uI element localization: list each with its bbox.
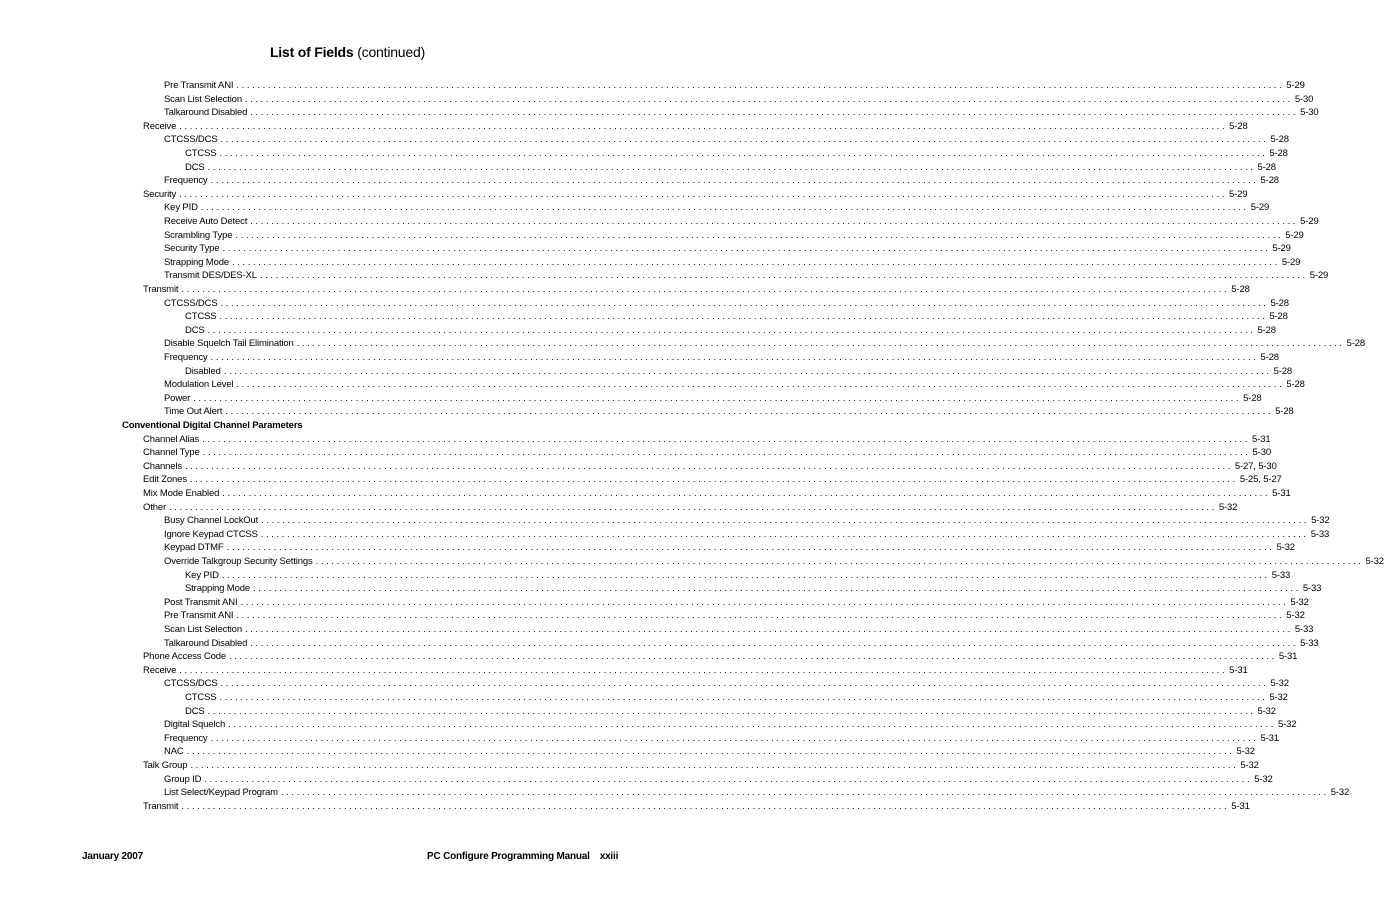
page-title (0, 44, 695, 60)
dot-leader: ........................................................................................................................................................................................................ (220, 134, 1269, 146)
page-reference: 5-28 (1243, 392, 1262, 404)
dot-leader: ........................................................................................................................................................................................................ (240, 596, 1289, 608)
field-entry (164, 256, 1301, 269)
page-reference: 5-29 (1272, 243, 1291, 255)
field-label: Disable Squelch Tail Elimination (164, 338, 294, 350)
field-entry (185, 691, 1288, 704)
dot-leader: ........................................................................................................................................................................................................ (202, 433, 1251, 445)
field-entry (164, 555, 1384, 568)
field-label: Receive (143, 664, 177, 676)
field-entry (164, 215, 1319, 228)
field-entry (143, 501, 1238, 514)
field-label: Transmit DES/DES-XL (164, 270, 257, 282)
page-reference: 5-28 (1286, 379, 1305, 391)
field-label: Channels (143, 460, 182, 472)
footer-page-number: xxiii (599, 851, 619, 862)
field-label: Time Out Alert (164, 406, 223, 418)
field-entry (164, 79, 1305, 92)
field-entry (164, 174, 1279, 187)
field-label: Disabled (185, 365, 221, 377)
field-label: Scan List Selection (164, 93, 242, 105)
dot-leader: ........................................................................................................................................................................................................ (221, 569, 1270, 581)
page-reference: 5-32 (1236, 746, 1255, 758)
dot-leader: ........................................................................................................................................................................................................ (181, 284, 1230, 295)
page-reference: 5-29 (1281, 256, 1301, 268)
field-label: Scan List Selection (164, 624, 242, 635)
field-entry (164, 637, 1319, 650)
field-entry (164, 677, 1289, 690)
dot-leader: ........................................................................................................................................................................................................ (296, 338, 1345, 350)
field-label: Talk Group (143, 760, 188, 771)
field-entry (185, 582, 1322, 595)
page-reference: 5-32 (1257, 705, 1276, 717)
field-entry (143, 433, 1271, 446)
footer-manual (427, 851, 618, 862)
field-label: CTCSS/DCS (164, 297, 218, 309)
field-label: Channel Alias (143, 433, 200, 445)
page-reference: 5-32 (1276, 542, 1295, 554)
field-label: Modulation Level (164, 379, 234, 391)
page-reference: 5-33 (1310, 528, 1330, 540)
field-entry (164, 528, 1330, 541)
dot-leader: ........................................................................................................................................................................................................ (252, 583, 1301, 595)
page-reference: 5-32 (1286, 610, 1305, 622)
field-entry (164, 609, 1305, 622)
page-reference: 5-28 (1275, 406, 1294, 418)
field-label: NAC (164, 746, 184, 758)
field-entry (164, 229, 1304, 242)
dot-leader: ........................................................................................................................................................................................................ (231, 256, 1280, 268)
dot-leader: ........................................................................................................................................................................................................ (210, 352, 1259, 363)
page-reference: 5-28 (1257, 161, 1276, 173)
field-label: Pre Transmit ANI (164, 610, 234, 622)
dot-leader: ........................................................................................................................................................................................................ (219, 311, 1268, 323)
dot-leader: ........................................................................................................................................................................................................ (222, 243, 1271, 255)
page-reference: 5-29 (1285, 229, 1304, 241)
field-label: Group ID (164, 773, 202, 785)
field-entry (164, 93, 1314, 106)
field-entry (164, 201, 1270, 214)
dot-leader: ........................................................................................................................................................................................................ (179, 664, 1228, 676)
dot-leader: ........................................................................................................................................................................................................ (181, 800, 1230, 812)
field-entry (143, 664, 1248, 677)
field-label: Keypad DTMF (164, 542, 224, 554)
page-reference: 5-28 (1229, 120, 1248, 132)
field-label: Channel Type (143, 447, 200, 459)
field-entry (164, 351, 1279, 364)
dot-leader: ........................................................................................................................................................................................................ (220, 678, 1269, 690)
field-label: Security (143, 188, 177, 200)
field-label: Conventional Digital Channel Parameters (122, 420, 303, 431)
page-reference: 5-31 (1229, 664, 1248, 676)
page-reference: 5-32 (1218, 501, 1238, 513)
dot-leader: ........................................................................................................................................................................................................ (236, 610, 1285, 622)
dot-leader: ........................................................................................................................................................................................................ (190, 760, 1239, 771)
dot-leader: ........................................................................................................................................................................................................ (223, 365, 1272, 377)
page-reference: 5-28 (1231, 284, 1250, 295)
dot-leader: ........................................................................................................................................................................................................ (200, 202, 1249, 214)
field-label: Strapping Mode (185, 583, 250, 595)
dot-leader: ........................................................................................................................................................................................................ (220, 297, 1269, 309)
page-reference: 5-29 (1286, 80, 1305, 91)
field-label: Key PID (185, 569, 219, 581)
dot-leader: ........................................................................................................................................................................................................ (169, 501, 1217, 513)
dot-leader: ........................................................................................................................................................................................................ (179, 188, 1228, 200)
field-label: Ignore Keypad CTCSS (164, 528, 258, 540)
page-reference: 5-32 (1270, 678, 1289, 690)
field-entry (185, 161, 1276, 174)
page-reference: 5-33 (1300, 637, 1319, 649)
field-entry (185, 365, 1293, 378)
page-reference: 5-32 (1290, 596, 1309, 608)
field-label: Post Transmit ANI (164, 596, 238, 608)
field-label: Transmit (143, 800, 179, 812)
page-reference: 5-31 (1272, 488, 1291, 499)
dot-leader: ........................................................................................................................................................................................................ (179, 120, 1228, 132)
page-reference: 5-28 (1273, 365, 1293, 377)
page-reference: 5-25, 5-27 (1239, 474, 1282, 486)
field-label: Other (143, 501, 167, 513)
dot-leader: ........................................................................................................................................................................................................ (244, 624, 1293, 635)
field-entry (143, 460, 1277, 473)
field-label: Frequency (164, 732, 208, 744)
field-label: Key PID (164, 202, 198, 214)
dot-leader: ........................................................................................................................................................................................................ (210, 732, 1259, 744)
dot-leader: ........................................................................................................................................................................................................ (222, 488, 1271, 499)
field-label: Talkaround Disabled (164, 637, 248, 649)
page-reference: 5-30 (1300, 107, 1319, 119)
field-entry (143, 473, 1282, 486)
page-reference: 5-32 (1278, 719, 1297, 731)
field-label: Strapping Mode (164, 256, 229, 268)
dot-leader: ........................................................................................................................................................................................................ (260, 528, 1309, 540)
field-entry (143, 283, 1250, 296)
field-label: CTCSS (185, 148, 217, 159)
page-reference: 5-30 (1294, 93, 1314, 105)
dot-leader: ........................................................................................................................................................................................................ (226, 542, 1275, 554)
dot-leader: ........................................................................................................................................................................................................ (250, 107, 1299, 119)
field-label: Talkaround Disabled (164, 107, 248, 119)
dot-leader: ........................................................................................................................................................................................................ (219, 148, 1268, 159)
field-label: Receive Auto Detect (164, 216, 248, 227)
page-title-suffix: (continued) (353, 44, 426, 60)
dot-leader: ........................................................................................................................................................................................................ (186, 746, 1235, 758)
field-entry (164, 337, 1365, 350)
page-reference: 5-28 (1270, 134, 1289, 146)
page-reference: 5-32 (1311, 515, 1330, 527)
field-label: Pre Transmit ANI (164, 80, 234, 91)
dot-leader: ........................................................................................................................................................................................................ (219, 692, 1268, 703)
field-entry (143, 446, 1271, 459)
field-entry (164, 732, 1279, 745)
field-label: DCS (185, 705, 205, 717)
page-reference: 5-28 (1260, 175, 1279, 187)
field-label: DCS (185, 324, 205, 336)
dot-leader: ........................................................................................................................................................................................................ (207, 161, 1256, 173)
field-label: Receive (143, 120, 177, 132)
field-entry (143, 120, 1248, 133)
page-reference: 5-28 (1270, 297, 1289, 309)
page-reference: 5-32 (1269, 692, 1288, 703)
field-label: DCS (185, 161, 205, 173)
dot-leader: ........................................................................................................................................................................................................ (250, 216, 1299, 227)
field-label: CTCSS (185, 692, 217, 703)
page-reference: 5-33 (1271, 569, 1291, 581)
footer-date: January 2007 (82, 851, 143, 862)
page-reference: 5-28 (1346, 338, 1365, 350)
dot-leader: ........................................................................................................................................................................................................ (210, 175, 1259, 187)
field-label: Frequency (164, 175, 208, 187)
dot-leader: ........................................................................................................................................................................................................ (315, 556, 1364, 567)
page-reference: 5-28 (1269, 148, 1288, 159)
dot-leader: ........................................................................................................................................................................................................ (204, 773, 1253, 785)
field-label: Busy Channel LockOut (164, 515, 259, 527)
page-reference: 5-32 (1365, 556, 1384, 567)
page-reference: 5-33 (1302, 583, 1322, 595)
field-label: List Select/Keypad Program (164, 787, 278, 799)
page-reference: 5-28 (1260, 352, 1279, 363)
dot-leader: ........................................................................................................................................................................................................ (244, 93, 1293, 105)
dot-leader: ........................................................................................................................................................................................................ (235, 229, 1284, 241)
field-label: Security Type (164, 243, 220, 255)
page-reference: 5-29 (1250, 202, 1270, 214)
dot-leader: ........................................................................................................................................................................................................ (193, 392, 1242, 404)
page-reference: 5-29 (1229, 188, 1248, 200)
dot-leader: ........................................................................................................................................................................................................ (207, 705, 1256, 717)
page-reference: 5-29 (1309, 270, 1329, 282)
field-label: Edit Zones (143, 474, 187, 486)
field-entry (143, 800, 1250, 813)
field-label: Override Talkgroup Security Settings (164, 556, 313, 567)
dot-leader: ........................................................................................................................................................................................................ (259, 270, 1308, 282)
field-entry (164, 106, 1319, 119)
page-reference: 5-33 (1294, 624, 1314, 635)
field-entry (164, 297, 1289, 310)
field-label: Digital Squelch (164, 719, 226, 731)
field-entry (164, 786, 1350, 799)
field-label: Mix Mode Enabled (143, 488, 220, 499)
field-entry (164, 405, 1294, 418)
field-entry (143, 650, 1298, 663)
field-label: Phone Access Code (143, 651, 227, 663)
field-entry (164, 745, 1255, 758)
dot-leader: ........................................................................................................................................................................................................ (207, 324, 1256, 336)
field-label: CTCSS/DCS (164, 134, 218, 146)
field-entry (185, 310, 1288, 323)
page-reference: 5-31 (1252, 433, 1271, 445)
page-reference: 5-31 (1278, 651, 1298, 663)
field-entry (143, 188, 1248, 201)
dot-leader: ........................................................................................................................................................................................................ (225, 406, 1274, 418)
dot-leader: ........................................................................................................................................................................................................ (202, 447, 1251, 459)
field-label: Scrambling Type (164, 229, 233, 241)
dot-leader: ........................................................................................................................................................................................................ (236, 80, 1285, 91)
field-entry (185, 147, 1288, 160)
page-reference: 5-32 (1330, 787, 1350, 799)
page-title-main: List of Fields (269, 44, 354, 60)
dot-leader: ........................................................................................................................................................................................................ (236, 379, 1285, 391)
field-label: Power (164, 392, 191, 404)
field-entry (185, 705, 1276, 718)
page-reference: 5-32 (1240, 760, 1259, 771)
field-entry (164, 541, 1295, 554)
dot-leader: ........................................................................................................................................................................................................ (250, 637, 1299, 649)
page-reference: 5-28 (1257, 324, 1276, 336)
field-entry (185, 569, 1291, 582)
field-entry (164, 378, 1305, 391)
page-reference: 5-29 (1300, 216, 1319, 227)
field-entry (164, 392, 1262, 405)
page-reference: 5-31 (1231, 800, 1250, 812)
field-label: CTCSS/DCS (164, 678, 218, 690)
page-reference: 5-30 (1252, 447, 1271, 459)
dot-leader: ........................................................................................................................................................................................................ (261, 515, 1310, 527)
field-entry (185, 324, 1276, 337)
field-entry (164, 718, 1297, 731)
dot-leader: ........................................................................................................................................................................................................ (189, 474, 1238, 486)
page-reference: 5-32 (1254, 773, 1273, 785)
field-entry (164, 514, 1330, 527)
dot-leader: ........................................................................................................................................................................................................ (184, 460, 1233, 472)
field-label: CTCSS (185, 311, 217, 323)
field-entry (164, 269, 1329, 282)
field-entry (164, 242, 1291, 255)
field-label: Frequency (164, 352, 208, 363)
footer-manual-title: PC Configure Programming Manual (427, 851, 590, 862)
field-entry (164, 623, 1314, 636)
field-entry (143, 487, 1291, 500)
field-entry (164, 133, 1289, 146)
field-entry (164, 596, 1309, 609)
section-heading (122, 419, 572, 432)
page-reference: 5-27, 5-30 (1234, 460, 1277, 472)
dot-leader: ........................................................................................................................................................................................................ (229, 651, 1277, 663)
page-reference: 5-28 (1269, 311, 1288, 323)
dot-leader: ........................................................................................................................................................................................................ (280, 787, 1329, 799)
dot-leader: ........................................................................................................................................................................................................ (228, 719, 1277, 731)
field-entry (164, 773, 1273, 786)
field-entry (143, 759, 1259, 772)
field-label: Transmit (143, 284, 179, 295)
page-reference: 5-31 (1260, 732, 1279, 744)
